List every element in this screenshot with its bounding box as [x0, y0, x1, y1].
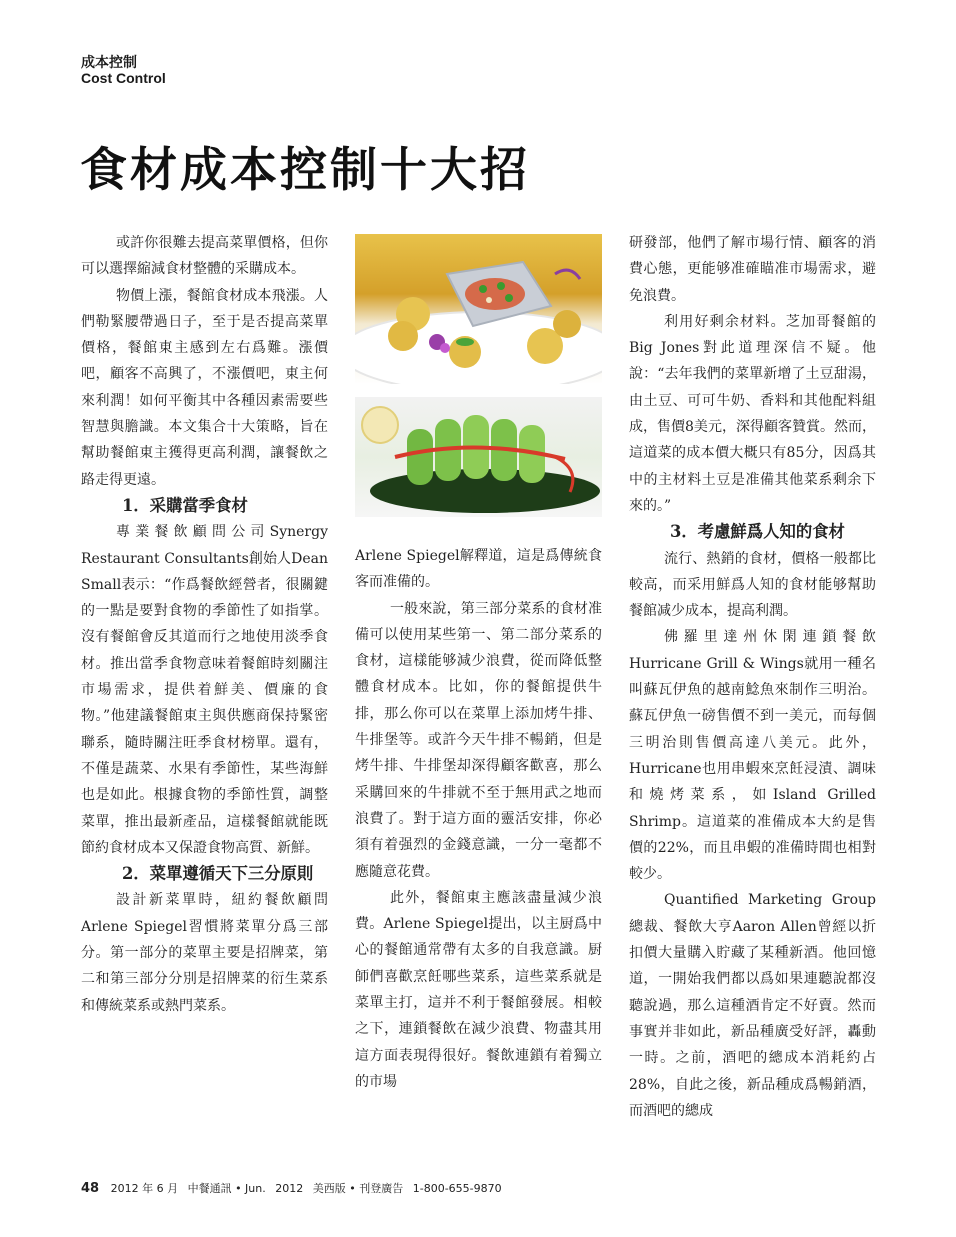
- dish-photo-stuffed-potatoes: [355, 234, 602, 384]
- article-column-3: [629, 230, 876, 1124]
- paragraph: 物價上漲，餐館食材成本飛漲。人們勒緊腰帶過日子，至于是否提高菜單價格，餐館東主感到左右爲難。漲價吧，顧客不高興了，不漲價吧，東主何來利潤！如何平衡其中各種因素需要些智慧與膽識。本文集合十大策略，旨在幫助餐館東主獲得更高利潤，讓餐飲之路走得更遠。: [81, 287, 328, 488]
- stuffed-potato-plate-illustration: [355, 234, 602, 384]
- footer-publication: 中餐通訊 • Jun.: [187, 1182, 266, 1195]
- paragraph: 利用好剩余材料。芝加哥餐館的Big Jones對此道理深信不疑。他說：“去年我們的菜單新增了土豆甜湯，由土豆、可可牛奶、香料和其他配料組成，售價8美元，深得顧客贊賞。然而，這道菜的成本價大概只有85分，因爲其中的主材料土豆是准備其他菜系剩余下來的。”: [629, 313, 876, 514]
- paragraph: 一般來說，第三部分菜系的食材准備可以使用某些第一、第二部分菜系的食材，這樣能够減少浪費，從而降低整體食材成本。比如，你的餐館提供牛排，那么你可以在菜單上添加烤牛排、牛排堡等。或許今天牛排不暢銷，但是烤牛排、牛排堡却深得顧客歡喜，那么采購回來的牛排就不至于無用武之地而浪費了。對于這方面的靈活安排，你必須有着强烈的金錢意識，一分一毫都不應隨意花費。: [355, 600, 602, 880]
- section-heading: 2．菜單遵循天下三分原則: [121, 864, 314, 884]
- dish-photo-rolled-greens: [355, 397, 602, 517]
- page-number: 48: [81, 1181, 100, 1196]
- paragraph: 或許你很難去提高菜單價格，但你可以選擇縮減食材整體的采購成本。: [81, 235, 328, 278]
- article-column-2: [355, 543, 602, 1095]
- section-label-zh: 成本控制: [81, 55, 137, 71]
- article-title: 食材成本控制十大招: [80, 143, 530, 198]
- page-footer: [81, 1180, 508, 1196]
- section-label-en: Cost Control: [81, 70, 166, 86]
- paragraph: Arlene Spiegel解釋道，這是爲傳統食客而准備的。: [355, 548, 602, 591]
- rolled-greens-illustration: [355, 397, 602, 517]
- paragraph: Quantified Marketing Group總裁、餐飲大亨Aaron Allen曾經以折扣價大量購入貯藏了某種新酒。他回憶道，一開始我們都以爲如果連聽說都沒聽說過，那么這種酒肯定不好賣。然而事實并非如此，新品種廣受好評，轟動一時。之前，酒吧的總成本消耗約占28%，自此之後，新品種成爲暢銷酒，而酒吧的總成: [629, 892, 876, 1119]
- paragraph: 流行、熱銷的食材，價格一般都比較高，而采用鮮爲人知的食材能够幫助餐館减少成本，提高利潤。: [629, 550, 876, 620]
- footer-year: 2012: [275, 1182, 304, 1195]
- footer-date: 2012 年 6 月: [110, 1182, 179, 1195]
- paragraph: 研發部，他們了解市場行情、顧客的消費心態，更能够准確瞄准市場需求，避免浪費。: [629, 235, 876, 304]
- paragraph: 佛羅里達州休閑連鎖餐飲Hurricane Grill & Wings就用一種名叫蘇瓦伊魚的越南鯰魚來制作三明治。蘇瓦伊魚一磅售價不到一美元，而每個三明治則售價高達八美元。此外，Hurricane也用串蝦來烹飪浸漬、調味和燒烤菜系，如Island Grilled Shrimp。這道菜的准備成本大約是售價的22%，而且串蝦的准備時間也相對較少。: [629, 629, 876, 883]
- paragraph: 此外，餐館東主應該盡量減少浪費。Arlene Spiegel提出，以主厨爲中心的餐館通常帶有太多的自我意識。厨師們喜歡烹飪哪些菜系，這些菜系就是菜單主打，這并不利于餐館發展。相較之下，連鎖餐飲在減少浪費、物盡其用這方面表現得很好。餐飲連鎖有着獨立的市場: [355, 889, 602, 1090]
- footer-phone: 1-800-655-9870: [412, 1182, 502, 1195]
- section-heading: 3．考慮鮮爲人知的食材: [669, 522, 845, 542]
- section-heading: 1．采購當季食材: [121, 495, 248, 515]
- article-column-1: [81, 230, 328, 1019]
- paragraph: 設計新菜單時，紐約餐飲顧問Arlene Spiegel習慣將菜單分爲三部分。第一部分的菜單主要是招牌菜，第二和第三部分分別是招牌菜的衍生菜系和傳統菜系或熱門菜系。: [81, 892, 328, 1014]
- paragraph: 專業餐飲顧問公司Synergy Restaurant Consultants創始人Dean Small表示：“作爲餐飲經營者，很關鍵的一點是要對食物的季節性了如指掌。沒有餐館會反其道而行之地使用淡季食材。推出當季食物意味着餐館時刻關注市場需求，提供着鮮美、價廉的食物。”他建議餐館東主與供應商保持緊密聯系，隨時關注旺季食材榜單。還有，不僅是蔬菜、水果有季節性，某些海鮮也是如此。根據食物的季節性質，調整菜單，推出最新產品，這樣餐館就能既節約食材成本又保證食物高質、新鮮。: [81, 524, 328, 856]
- footer-edition: 美西版 • 刊登廣告: [312, 1182, 404, 1195]
